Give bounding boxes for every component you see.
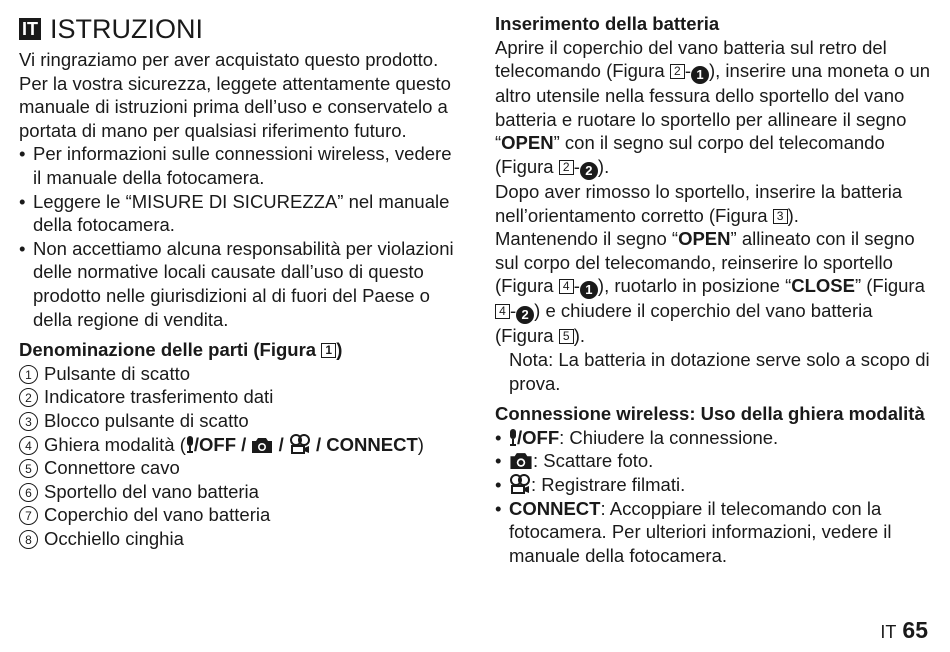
part-number: 3 [19,412,38,431]
left-column [19,12,464,550]
figure-ref: 4 [559,279,574,294]
mode-item-connect: • CONNECT: Accoppiare il telecomando con la fotocamera. Per ulteriori informazioni, vedere il manuale della fotocamera. [495,497,935,568]
movie-icon [509,474,531,494]
battery-note: Nota: La batteria in dotazione serve solo a scopo di prova. [509,348,930,394]
part-number: 5 [19,459,38,478]
part-number: 1 [19,365,38,384]
figure-ref: 3 [773,209,788,224]
parts-list [19,362,464,551]
wireless-heading: Connessione wireless: Uso della ghiera modalità [495,403,925,425]
part-item: 5 Connettore cavo [19,456,464,480]
part-item: 7 Coperchio del vano batteria [19,503,464,527]
bullet-item: • Per informazioni sulle connessioni wireless, vedere il manuale della fotocamera. [19,142,464,189]
battery-heading: Inserimento della batteria [495,13,720,34]
battery-instructions: Aprire il coperchio del vano batteria sul retro del telecomando (Figura 2 - 1 ), inserire una moneta o un altro utensile nella fessura dello sportello del vano batteria e ruotare lo sportello per allineare il segno “OPEN” con il segno sul corpo del telecomando (Figura 2 - 2 ). Dopo aver rimosso lo sportello, inserire la batteria nell’orientamento corretto (Figura 3 ). Mantenendo il segno “OPEN” allineato con il segno sul corpo del telecomando, reinserire lo sportello (Figura 4 - 1 ), ruotarlo in posizione “CLOSE” (Figura 4 - 2 ) e chiudere il coperchio del vano batteria (Figura 5 ). [495,36,931,347]
footer-language: IT [880,622,897,642]
part-number: 6 [19,483,38,502]
language-badge: IT [19,18,41,40]
right-column [495,12,935,567]
page-footer [880,617,928,644]
bullet-item: • Leggere le “MISURE DI SICUREZZA” nel manuale della fotocamera. [19,190,464,237]
microphone-icon [509,429,517,447]
part-number: 8 [19,530,38,549]
figure-ref: 1 [321,343,336,358]
camera-icon [509,451,533,470]
page-title [19,12,464,46]
part-number: 4 [19,436,38,455]
intro-safety: Per la vostra sicurezza, leggete attentamente questo manuale di istruzioni prima dell’uso e conservatelo a portata di mano per qualsiasi riferimento futuro. [19,72,451,141]
title-text: ISTRUZIONI [50,14,203,44]
parts-heading: Denominazione delle parti (Figura 1 ) [19,339,343,361]
part-item: 4 Ghiera modalità ( /OFF / / / CONNECT) [19,433,464,457]
figure-ref: 2 [559,160,574,175]
figure-ref: 2 [670,64,685,79]
intro-thanks: Vi ringraziamo per aver acquistato questo prodotto. [19,49,439,70]
part-number: 2 [19,388,38,407]
mode-item-movie: • : Registrare filmati. [495,473,935,497]
step-marker: 2 [516,306,534,324]
step-marker: 2 [580,162,598,180]
camera-icon [251,436,273,454]
bullet-item: • Non accettiamo alcuna responsabilità per violazioni delle normative locali causate dall’uso di questo prodotto nelle giurisdizioni al di fuori del Paese o della regione di vendita. [19,237,464,331]
part-item: 2 Indicatore trasferimento dati [19,385,464,409]
wireless-list [495,426,935,568]
page-number: 65 [902,617,928,643]
part-item: 8 Occhiello cinghia [19,527,464,551]
step-marker: 1 [691,66,709,84]
part-item: 3 Blocco pulsante di scatto [19,409,464,433]
figure-ref: 4 [495,304,510,319]
figure-ref: 5 [559,329,574,344]
movie-icon [289,434,311,454]
part-item: 1 Pulsante di scatto [19,362,464,386]
mode-item-photo: • : Scattare foto. [495,449,935,473]
intro-bullets [19,142,464,331]
part-number: 7 [19,506,38,525]
step-marker: 1 [580,281,598,299]
part-item: 6 Sportello del vano batteria [19,480,464,504]
mode-item-off: • /OFF: Chiudere la connessione. [495,426,935,450]
microphone-icon [186,436,194,454]
